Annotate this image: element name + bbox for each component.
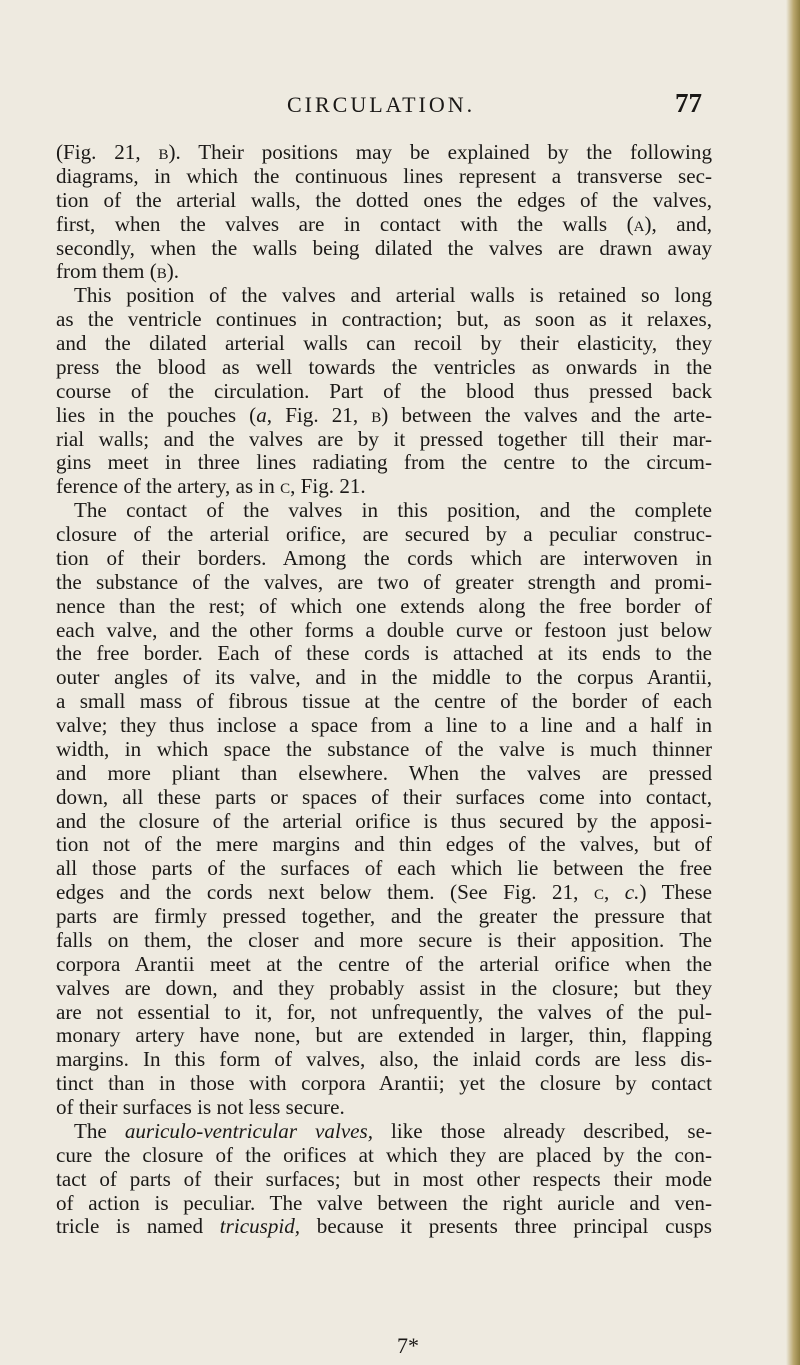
text-line-23: outer angles of its valve, and in the middle to the corpus Arantii, xyxy=(56,666,712,690)
text-line-33: parts are firmly pressed together, and the greater the pressure that xyxy=(56,905,712,928)
small-cap-b: b xyxy=(156,260,167,284)
text-line-3: tion of the arterial walls, the dotted ones the edges of the valves, xyxy=(56,188,712,212)
text-line-8: as the ventricle continues in contraction; but, as soon as it relaxes, xyxy=(56,308,712,332)
text-line-14: gins meet in three lines radiating from the centre to the circum- xyxy=(56,451,712,475)
small-cap-c: c xyxy=(593,881,604,905)
text-line-20: nence than the rest; of which one extends along the free border of xyxy=(56,594,712,618)
text-line-43: cure the closure of the orifices at which they are placed by the con- xyxy=(56,1143,712,1167)
text-line-46: tricle is named tricuspid, because it presents three principal cusps xyxy=(56,1215,712,1239)
text-line-25: valve; they thus inclose a space from a line to a line and a half in xyxy=(56,714,712,737)
text-line-24: a small mass of fibrous tissue at the centre of the border of each xyxy=(56,690,712,714)
text-line-36: valves are down, and they probably assist in the closure; but they xyxy=(56,976,712,1000)
text-line-18: tion of their borders. Among the cords which are interwoven in xyxy=(56,546,712,570)
italic-term: auriculo-ventricular valves, xyxy=(124,1119,374,1143)
text-line-12: lies in the pouches (a, Fig. 21, b) between the valves and the arte- xyxy=(56,403,712,427)
text-line-10: press the blood as well towards the ventricles as onwards in the xyxy=(56,355,712,379)
text-line-26: width, in which space the substance of the valve is much thinner xyxy=(56,737,712,761)
text-line-7: This position of the valves and arterial walls is retained so long xyxy=(74,284,712,308)
text-line-35: corpora Arantii meet at the centre of the arterial orifice when the xyxy=(56,952,712,976)
text-line-41: of their surfaces is not less secure. xyxy=(56,1096,345,1119)
text-line-38: monary artery have none, but are extended in larger, thin, flapping xyxy=(56,1024,712,1048)
text-line-21: each valve, and the other forms a double curve or festoon just below xyxy=(56,618,712,642)
text-line-31: all those parts of the surfaces of each which lie between the free xyxy=(56,857,712,881)
text-line-32: edges and the cords next below them. (See Fig. 21, c, c.) These xyxy=(56,881,712,905)
small-cap-c: c xyxy=(280,475,291,499)
text-line-37: are not essential to it, for, not unfrequently, the valves of the pul- xyxy=(56,1000,712,1024)
text-line-13: rial walls; and the valves are by it pressed together till their mar- xyxy=(56,427,712,451)
text-line-29: and the closure of the arterial orifice is thus secured by the apposi- xyxy=(56,809,712,833)
small-cap-b: b xyxy=(158,141,169,164)
page-binding-edge xyxy=(786,0,800,1365)
running-head: CIRCULATION. xyxy=(287,92,476,117)
text-line-30: tion not of the mere margins and thin edges of the valves, but of xyxy=(56,833,712,857)
text-line-44: tact of parts of their surfaces; but in most other respects their mode xyxy=(56,1167,712,1191)
signature-mark: 7* xyxy=(397,1333,419,1358)
text-line-28: down, all these parts or spaces of their surfaces come into contact, xyxy=(56,785,712,809)
text-line-9: and the dilated arterial walls can recoil by their elasticity, they xyxy=(56,332,712,355)
text-line-2: diagrams, in which the continuous lines represent a transverse sec- xyxy=(56,164,712,188)
text-line-39: margins. In this form of valves, also, the inlaid cords are less dis- xyxy=(56,1048,712,1072)
text-line-34: falls on them, the closer and more secure is their apposition. The xyxy=(56,928,712,952)
body-text xyxy=(56,141,712,1239)
text-line-1: (Fig. 21, b). Their positions may be explained by the following xyxy=(56,141,712,164)
text-line-4: first, when the valves are in contact with the walls (a), and, xyxy=(56,212,712,236)
text-line-6: from them (b). xyxy=(56,260,180,284)
italic-term: tricuspid, xyxy=(219,1215,301,1239)
text-line-17: closure of the arterial orifice, are secured by a peculiar construc- xyxy=(56,523,712,546)
italic-c: c. xyxy=(624,881,640,905)
small-cap-a: a xyxy=(633,212,645,236)
text-line-11: course of the circulation. Part of the blood thus pressed back xyxy=(56,379,712,403)
text-line-22: the free border. Each of these cords is attached at its ends to the xyxy=(56,642,712,666)
small-cap-b: b xyxy=(371,403,382,427)
text-line-42: The auriculo-ventricular valves, like those already described, se- xyxy=(74,1119,712,1143)
text-line-5: secondly, when the walls being dilated the valves are drawn away xyxy=(56,236,712,260)
text-line-15: ference of the artery, as in c, Fig. 21. xyxy=(56,475,366,499)
text-line-16: The contact of the valves in this position, and the complete xyxy=(74,499,712,523)
text-line-40: tinct than in those with corpora Arantii; yet the closure by contact xyxy=(56,1072,712,1096)
text-line-27: and more pliant than elsewhere. When the valves are pressed xyxy=(56,761,712,785)
text-line-19: the substance of the valves, are two of greater strength and promi- xyxy=(56,570,712,594)
text-line-45: of action is peculiar. The valve between the right auricle and ven- xyxy=(56,1191,712,1215)
italic-a: a xyxy=(256,403,267,427)
page-number: 77 xyxy=(675,88,702,118)
